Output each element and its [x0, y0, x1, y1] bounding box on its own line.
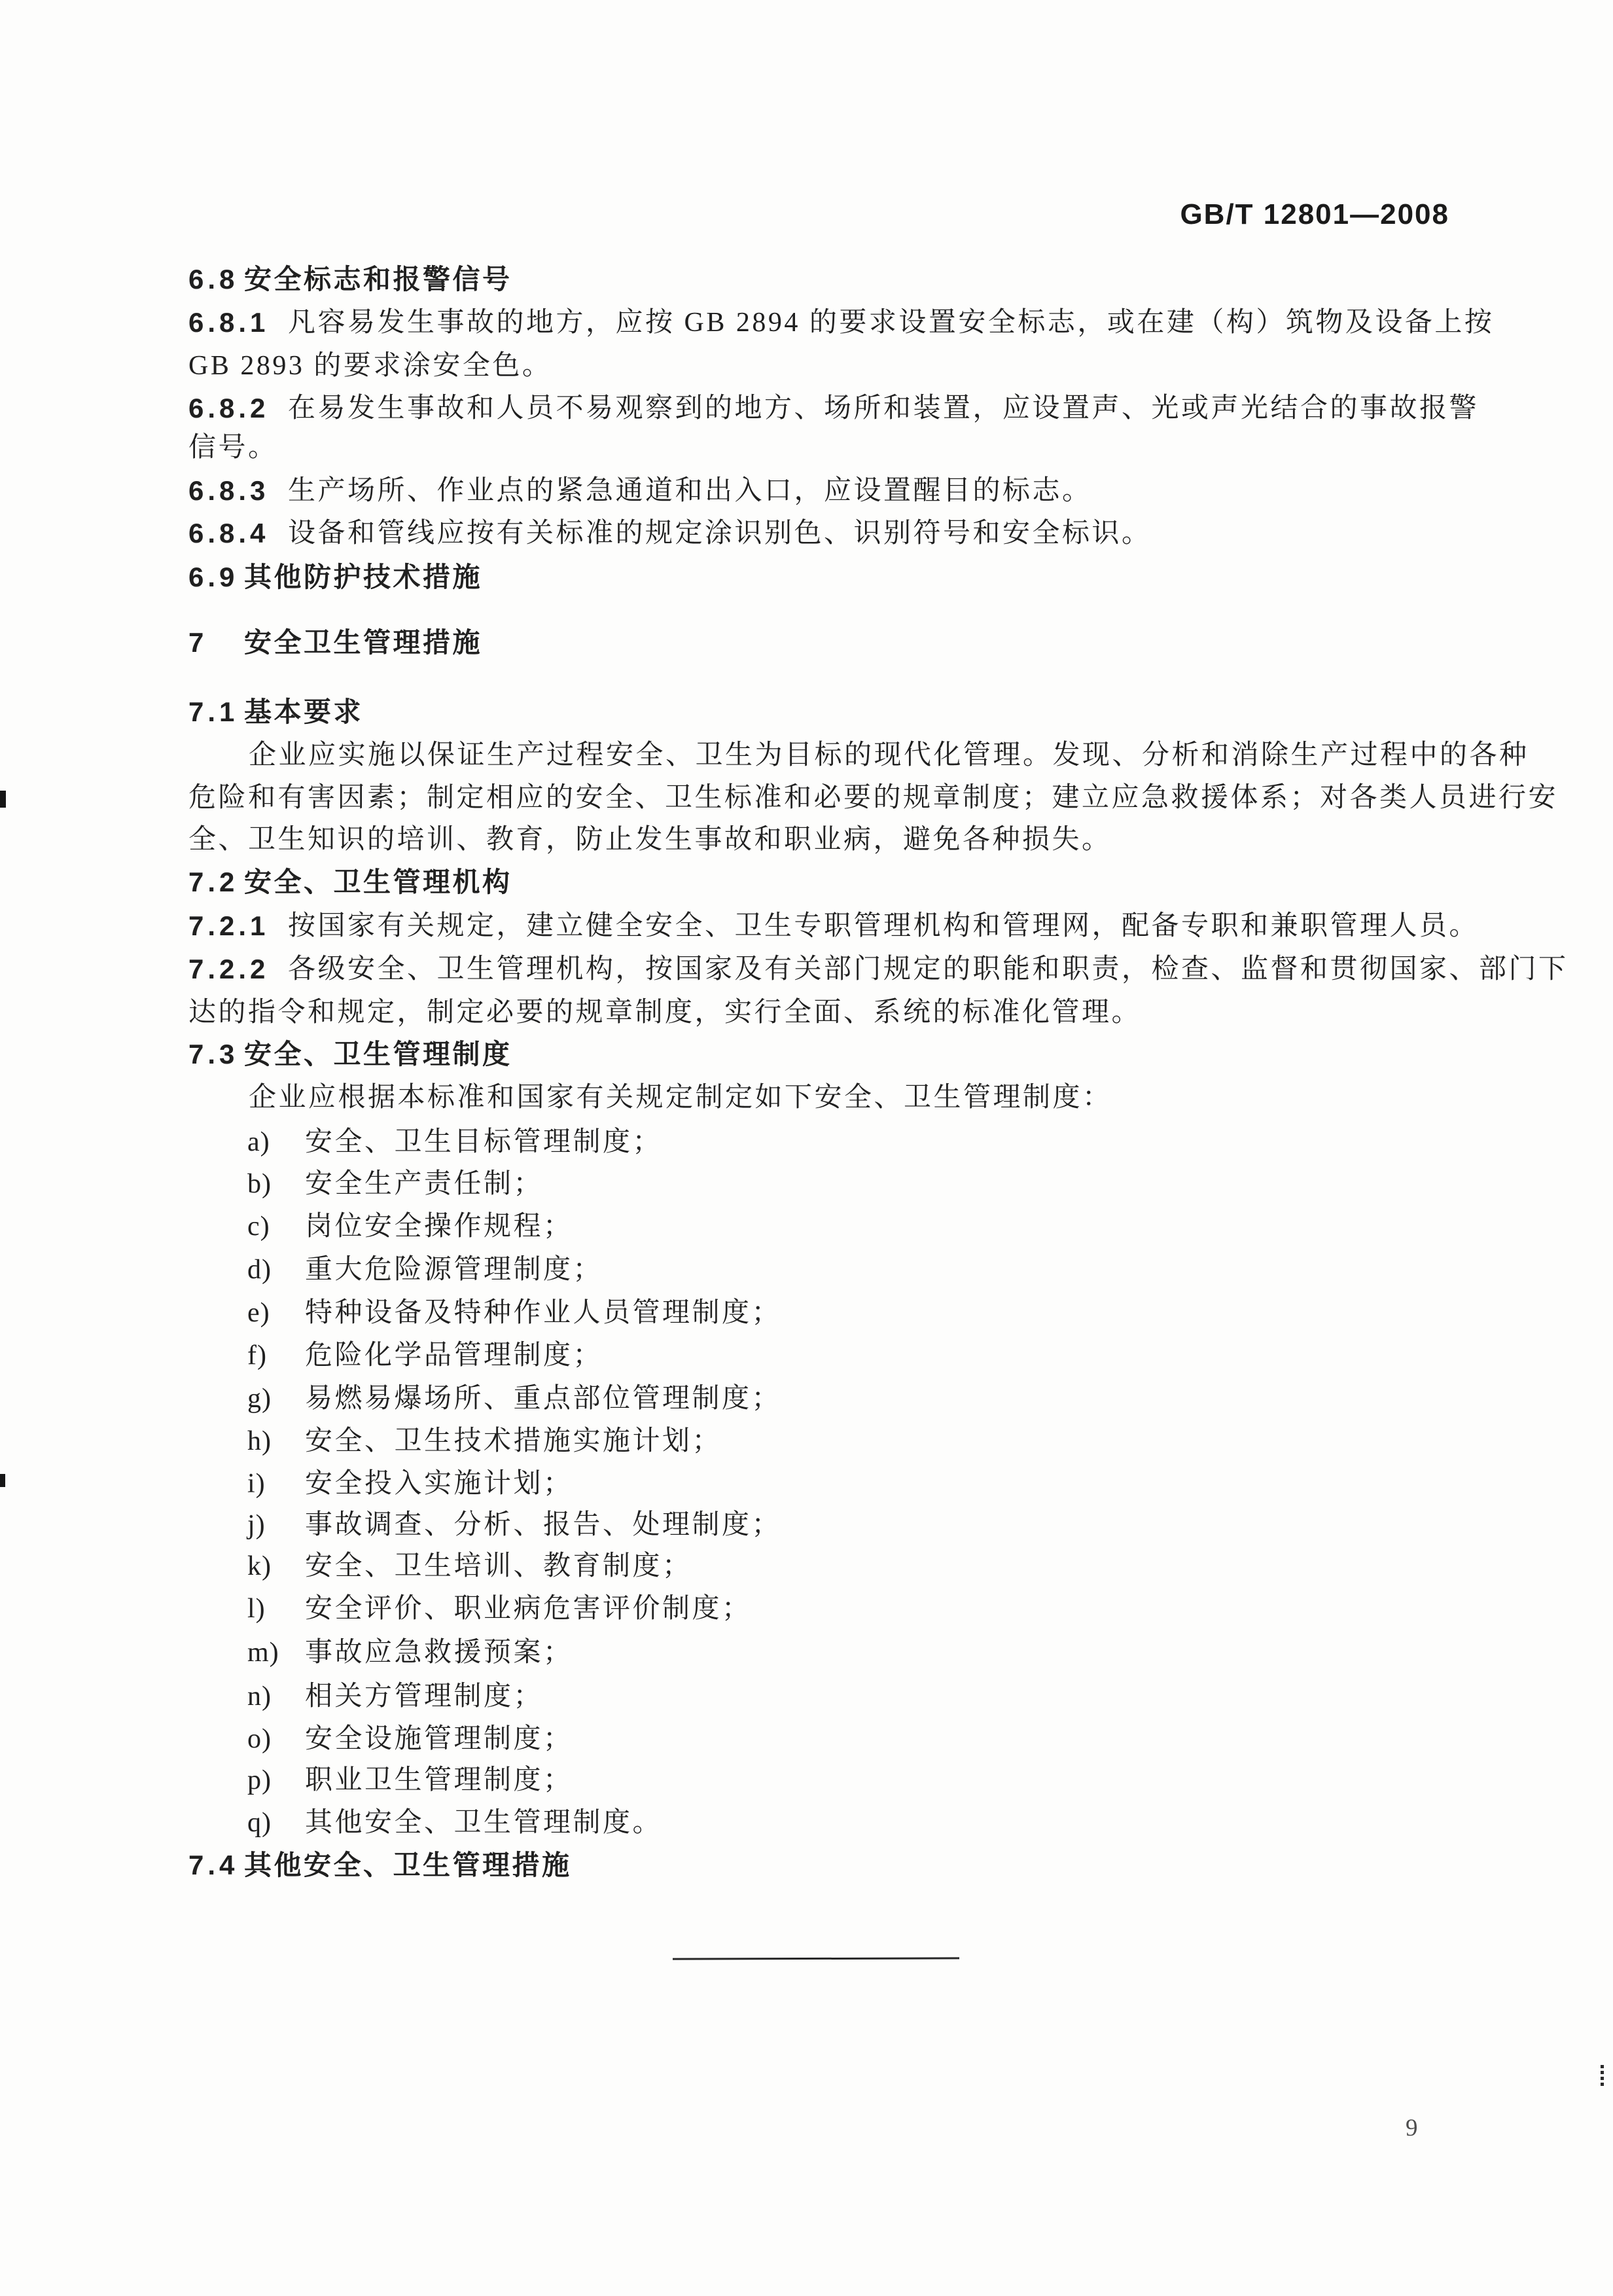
- document-line: [247, 1426, 722, 1457]
- list-item-label: k): [247, 1551, 272, 1581]
- line-text: 全、卫生知识的培训、教育，防止发生事故和职业病，避免各种损失。: [188, 825, 1112, 855]
- document-line: [247, 1168, 543, 1200]
- list-item-label: n): [247, 1681, 272, 1712]
- document-line: [188, 307, 1494, 338]
- document-line: [247, 1126, 662, 1158]
- standard-code-header: GB/T 12801—2008: [1180, 198, 1449, 230]
- line-text: 各级安全、卫生管理机构，按国家及有关部门规定的职能和职责，检查、监督和贯彻国家、部门下: [288, 954, 1569, 984]
- list-item-label: m): [247, 1638, 279, 1668]
- document-line: [188, 264, 512, 295]
- clause-number: 7.2: [188, 867, 239, 897]
- list-item-label: f): [247, 1340, 267, 1371]
- end-of-text-rule: [673, 1957, 959, 1960]
- list-item-label: b): [247, 1169, 272, 1199]
- document-line: [247, 1383, 781, 1414]
- line-text: 其他安全、卫生管理措施: [244, 1850, 572, 1880]
- document-line: [188, 393, 1479, 424]
- document-line: [188, 696, 363, 728]
- line-text: 设备和管线应按有关标准的规定涂识别色、识别符号和安全标识。: [288, 518, 1152, 548]
- clause-number: 6.8.2: [188, 393, 270, 423]
- document-line: [188, 867, 512, 898]
- document-line: [188, 1039, 512, 1070]
- clause-number: 7.4: [188, 1850, 239, 1880]
- document-line: [247, 1340, 603, 1371]
- clause-number: 7: [188, 627, 208, 658]
- line-text: 安全投入实施计划；: [305, 1469, 573, 1499]
- line-text: 按国家有关规定，建立健全安全、卫生专职管理机构和管理网，配备专职和兼职管理人员。: [288, 911, 1480, 941]
- line-text: 其他防护技术措施: [244, 562, 483, 592]
- document-line: [247, 1637, 573, 1668]
- list-item-label: o): [247, 1724, 272, 1754]
- list-item-label: c): [247, 1211, 270, 1242]
- list-item-label: p): [247, 1765, 272, 1795]
- document-line: [247, 1211, 573, 1242]
- line-text: 安全、卫生培训、教育制度；: [305, 1551, 692, 1581]
- line-text: 岗位安全操作规程；: [305, 1211, 573, 1242]
- scan-artifact: [0, 1474, 5, 1487]
- document-line: [188, 997, 1141, 1028]
- line-text: 其他安全、卫生管理制度。: [305, 1808, 663, 1838]
- list-item-label: h): [247, 1426, 272, 1456]
- clause-number: 6.8.3: [188, 475, 270, 506]
- clause-number: 7.2.2: [188, 954, 270, 984]
- document-line: [247, 1723, 573, 1755]
- line-text: 安全卫生管理措施: [244, 627, 483, 658]
- line-text: 达的指令和规定，制定必要的规章制度，实行全面、系统的标准化管理。: [188, 997, 1142, 1028]
- clause-number: 6.8.4: [188, 518, 270, 548]
- document-line: [188, 475, 1092, 507]
- scan-artifact: [0, 791, 6, 808]
- line-text: 企业应根据本标准和国家有关规定制定如下安全、卫生管理制度：: [249, 1083, 1112, 1113]
- document-line: [188, 910, 1479, 942]
- document-line: [188, 824, 1112, 855]
- scan-artifact: [1601, 2065, 1604, 2089]
- clause-number: 7.2.1: [188, 910, 270, 941]
- line-text: 基本要求: [244, 696, 364, 727]
- document-line: [188, 350, 552, 382]
- line-text: 特种设备及特种作业人员管理制度；: [305, 1298, 782, 1328]
- page-number: 9: [1406, 2115, 1418, 2142]
- line-text: 信号。: [188, 433, 278, 463]
- line-text: 安全、卫生目标管理制度；: [305, 1127, 663, 1157]
- list-item-label: j): [247, 1510, 266, 1540]
- list-item-label: d): [247, 1255, 272, 1285]
- document-line: [249, 740, 1529, 771]
- document-line: [247, 1297, 781, 1329]
- clause-number: 6.8: [188, 264, 239, 295]
- line-text: GB 2893 的要求涂安全色。: [188, 351, 552, 381]
- line-text: 事故应急救援预案；: [305, 1638, 573, 1668]
- list-item-label: l): [247, 1594, 266, 1624]
- list-item-label: q): [247, 1808, 272, 1838]
- document-line: [188, 627, 482, 658]
- clause-number: 6.8.1: [188, 307, 270, 338]
- document-line: [247, 1765, 573, 1796]
- line-text: 事故调查、分析、报告、处理制度；: [305, 1510, 782, 1540]
- document-line: [247, 1551, 692, 1582]
- line-text: 在易发生事故和人员不易观察到的地方、场所和装置，应设置声、光或声光结合的事故报警: [288, 393, 1480, 423]
- line-text: 安全标志和报警信号: [244, 264, 512, 295]
- document-line: [247, 1681, 543, 1712]
- clause-number: 6.9: [188, 562, 239, 592]
- line-text: 生产场所、作业点的紧急通道和出入口，应设置醒目的标志。: [288, 476, 1092, 506]
- document-line: [247, 1254, 603, 1285]
- clause-number: 7.3: [188, 1039, 239, 1069]
- document-line: [188, 432, 278, 463]
- line-text: 危险和有害因素；制定相应的安全、卫生标准和必要的规章制度；建立应急救援体系；对各类人员进行安: [188, 783, 1559, 813]
- line-text: 安全生产责任制；: [305, 1169, 544, 1199]
- document-line: [188, 782, 1558, 814]
- line-text: 职业卫生管理制度；: [305, 1765, 573, 1795]
- clause-number: 7.1: [188, 696, 239, 727]
- line-text: 重大危险源管理制度；: [305, 1255, 603, 1285]
- list-item-label: e): [247, 1298, 270, 1328]
- line-text: 企业应实施以保证生产过程安全、卫生为目标的现代化管理。发现、分析和消除生产过程中的各种: [249, 740, 1529, 770]
- document-line: [247, 1807, 662, 1839]
- line-text: 安全、卫生管理机构: [244, 867, 512, 897]
- line-text: 相关方管理制度；: [305, 1681, 544, 1712]
- line-text: 危险化学品管理制度；: [305, 1340, 603, 1371]
- line-text: 安全评价、职业病危害评价制度；: [305, 1594, 752, 1624]
- document-line: [188, 518, 1152, 549]
- list-item-label: i): [247, 1469, 266, 1499]
- document-line: [188, 1850, 572, 1881]
- document-line: [247, 1468, 573, 1499]
- line-text: 安全设施管理制度；: [305, 1724, 573, 1754]
- document-line: [249, 1082, 1112, 1113]
- document-line: [247, 1593, 752, 1624]
- document-line: [188, 562, 482, 593]
- document-line: [247, 1509, 781, 1541]
- line-text: 凡容易发生事故的地方，应按 GB 2894 的要求设置安全标志，或在建（构）筑物及设备上按: [288, 308, 1495, 338]
- line-text: 安全、卫生管理制度: [244, 1039, 512, 1069]
- list-item-label: a): [247, 1127, 270, 1157]
- list-item-label: g): [247, 1384, 272, 1414]
- document-line: [188, 954, 1569, 985]
- line-text: 易燃易爆场所、重点部位管理制度；: [305, 1384, 782, 1414]
- line-text: 安全、卫生技术措施实施计划；: [305, 1426, 722, 1456]
